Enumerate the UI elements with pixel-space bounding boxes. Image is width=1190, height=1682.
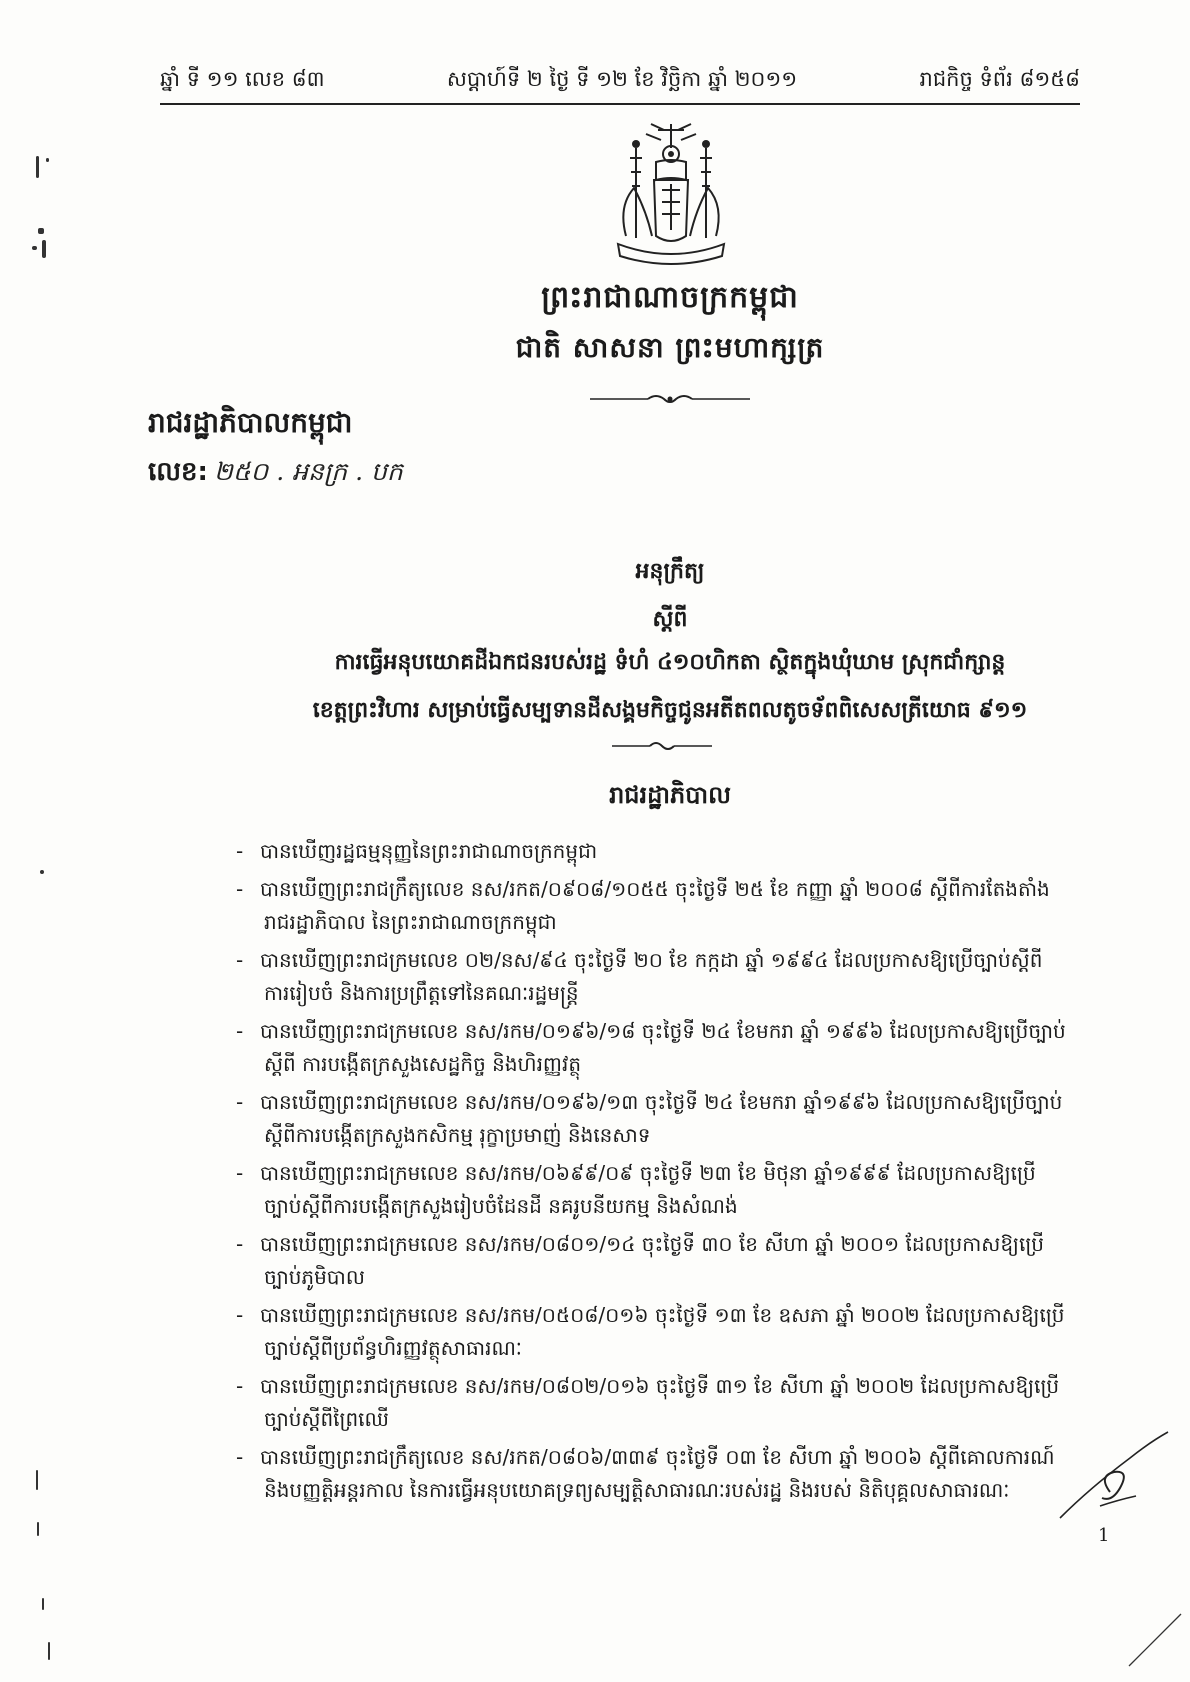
document-type: អនុក្រឹត្យ xyxy=(635,559,705,584)
recital-line: ច្បាប់ស្តីពីការបង្កើតក្រសួងរៀបចំដែនដី នគរូបនីយកម្ម និងសំណង់ xyxy=(264,1194,738,1218)
recital-bullet: - xyxy=(236,1232,244,1256)
recital-line: បានឃើញរដ្ឋធម្មនុញ្ញនៃព្រះរាជាណាចក្រកម្ពុជា xyxy=(260,839,598,863)
recital-line: បានឃើញព្រះរាជក្រឹត្យលេខ នស/រកត/០៩០៨/១០៥៥ ចុះថ្ងៃទី ២៥ ខែ កញ្ញា ឆ្នាំ ២០០៨ ស្តីពីការតែងតាំង xyxy=(260,877,1050,901)
government-name: រាជរដ្ឋាភិបាលកម្ពុជា xyxy=(148,406,353,439)
recital-item xyxy=(232,1157,1102,1223)
recital-item xyxy=(232,873,1102,939)
recital-line: បានឃើញព្រះរាជក្រមលេខ នស/រកម/០១៩៦/១៣ ចុះថ្ងៃទី ២៤ ខែមករា ឆ្នាំ១៩៩៦ ដែលប្រកាសឱ្យប្រើច្បាប់ xyxy=(260,1090,1063,1114)
subject-line-2: ខេត្តព្រះវិហារ សម្រាប់ធ្វើសម្បទានដីសង្គមកិច្ចជូនអតីតពលតូចទ័ពពិសេសត្រីយោធ ៩១១ xyxy=(312,698,1028,723)
recital-bullet: - xyxy=(236,1090,244,1114)
recital-item xyxy=(232,1370,1102,1436)
recital-line: ស្តីពីការបង្កើតក្រសួងកសិកម្ម រុក្ខាប្រមាញ់ និងនេសាទ xyxy=(264,1123,651,1147)
recital-bullet: - xyxy=(236,1374,244,1398)
recital-bullet: - xyxy=(236,1161,244,1185)
recital-line: បានឃើញព្រះរាជក្រមលេខ នស/រកម/០៥០៨/០១៦ ចុះថ្ងៃទី ១៣ ខែ ឧសភា ឆ្នាំ ២០០២ ដែលប្រកាសឱ្យប្រើ xyxy=(260,1303,1065,1327)
recital-line: បានឃើញព្រះរាជក្រមលេខ ០២/នស/៩៤ ចុះថ្ងៃទី ២០ ខែ កក្កដា ឆ្នាំ ១៩៩៤ ដែលប្រកាសឱ្យប្រើច្បាប់ស្តីពី xyxy=(260,948,1043,972)
recital-line: ការរៀបចំ និងការប្រព្រឹត្តទៅនៃគណៈរដ្ឋមន្ត្រី xyxy=(264,981,579,1005)
recital-item xyxy=(232,944,1102,1010)
document-about-label: ស្តីពី xyxy=(652,607,688,632)
recital-line: ច្បាប់ស្តីពីប្រព័ន្ធហិរញ្ញវត្ថុសាធារណៈ xyxy=(264,1336,522,1360)
gazette-header xyxy=(160,62,1080,100)
recital-line: បានឃើញព្រះរាជក្រមលេខ នស/រកម/០១៩៦/១៨ ចុះថ្ងៃទី ២៤ ខែមករា ឆ្នាំ ១៩៩៦ ដែលប្រកាសឱ្យប្រើច្បាប់ xyxy=(260,1019,1066,1043)
recital-bullet: - xyxy=(236,1445,244,1469)
recital-bullet: - xyxy=(236,1303,244,1327)
ornament-divider xyxy=(590,392,750,406)
recital-item xyxy=(232,1441,1102,1507)
gazette-page: រាជកិច្ច ទំព័រ ៨១៥៨ xyxy=(919,66,1080,91)
recital-item xyxy=(232,1299,1102,1365)
kingdom-title: ព្រះរាជាណាចក្រកម្ពុជា xyxy=(541,280,799,315)
recital-item xyxy=(232,1086,1102,1152)
document-number-label: លេខ: xyxy=(148,457,208,487)
recital-bullet: - xyxy=(236,1019,244,1043)
recital-line: និងបញ្ញត្តិអន្តរកាល នៃការធ្វើអនុបយោគទ្រព្យសម្បត្តិសាធារណៈរបស់រដ្ឋ និងរបស់ និតិបុគ្គលសាធារណៈ xyxy=(264,1478,1010,1502)
recital-item xyxy=(232,1015,1102,1081)
recital-line: ច្បាប់ស្តីពីព្រៃឈើ xyxy=(264,1407,389,1431)
recital-item xyxy=(232,1228,1102,1294)
header-rule xyxy=(160,103,1080,105)
document-number-value: ២៥០ . អនក្រ . បក xyxy=(213,457,403,486)
signature-mark xyxy=(1040,1428,1170,1538)
section-heading: រាជរដ្ឋាភិបាល xyxy=(609,781,731,809)
recital-item xyxy=(232,835,1102,868)
recital-line: បានឃើញព្រះរាជក្រមលេខ នស/រកម/០៦៩៩/០៩ ចុះថ្ងៃទី ២៣ ខែ មិថុនា ឆ្នាំ១៩៩៩ ដែលប្រកាសឱ្យប្រើ xyxy=(260,1161,1036,1185)
recital-bullet: - xyxy=(236,948,244,972)
gazette-date: សប្តាហ៍ទី ២ ថ្ងៃ ទី ១២ ខែ វិច្ឆិកា ឆ្នាំ ២០១១ xyxy=(446,66,798,91)
recital-bullet: - xyxy=(236,877,244,901)
recital-line: រាជរដ្ឋាភិបាល នៃព្រះរាជាណាចក្រកម្ពុជា xyxy=(264,910,557,934)
gazette-year-issue: ឆ្នាំ ទី ១១ លេខ ៨៣ xyxy=(160,66,325,91)
recital-line: បានឃើញព្រះរាជក្រមលេខ នស/រកម/០៨០១/១៤ ចុះថ្ងៃទី ៣០ ខែ សីហា ឆ្នាំ ២០០១ ដែលប្រកាសឱ្យប្រើ xyxy=(260,1232,1044,1256)
scan-margin-marks xyxy=(28,150,68,1650)
national-motto: ជាតិ សាសនា ព្រះមហាក្សត្រ xyxy=(515,331,825,364)
recital-line: បានឃើញព្រះរាជក្រមលេខ នស/រកម/០៨០២/០១៦ ចុះថ្ងៃទី ៣១ ខែ សីហា ឆ្នាំ ២០០២ ដែលប្រកាសឱ្យប្រើ xyxy=(260,1374,1060,1398)
subject-line-1: ការធ្វើអនុបយោគដីឯកជនរបស់រដ្ឋ ទំហំ ៤១០ហិកតា ស្ថិតក្នុងឃុំឃាម ស្រុកជាំក្សាន្ត xyxy=(334,650,1006,675)
document-number xyxy=(148,455,403,493)
recital-bullet: - xyxy=(236,839,244,863)
page-number: 1 xyxy=(1098,1525,1110,1546)
recital-line: បានឃើញព្រះរាជក្រឹត្យលេខ នស/រកត/០៨០៦/៣៣៩ ចុះថ្ងៃទី ០៣ ខែ សីហា ឆ្នាំ ២០០៦ ស្តីពីគោលការណ៍ xyxy=(260,1445,1055,1469)
recitals-list xyxy=(232,835,1102,1512)
recital-line: ច្បាប់ភូមិបាល xyxy=(264,1265,365,1289)
section-divider xyxy=(612,738,712,752)
scan-artifact-line xyxy=(1125,1610,1185,1670)
royal-coat-of-arms-icon xyxy=(606,118,736,268)
recital-line: ស្តីពី ការបង្កើតក្រសួងសេដ្ឋកិច្ច និងហិរញ្ញវត្ថុ xyxy=(264,1052,582,1076)
